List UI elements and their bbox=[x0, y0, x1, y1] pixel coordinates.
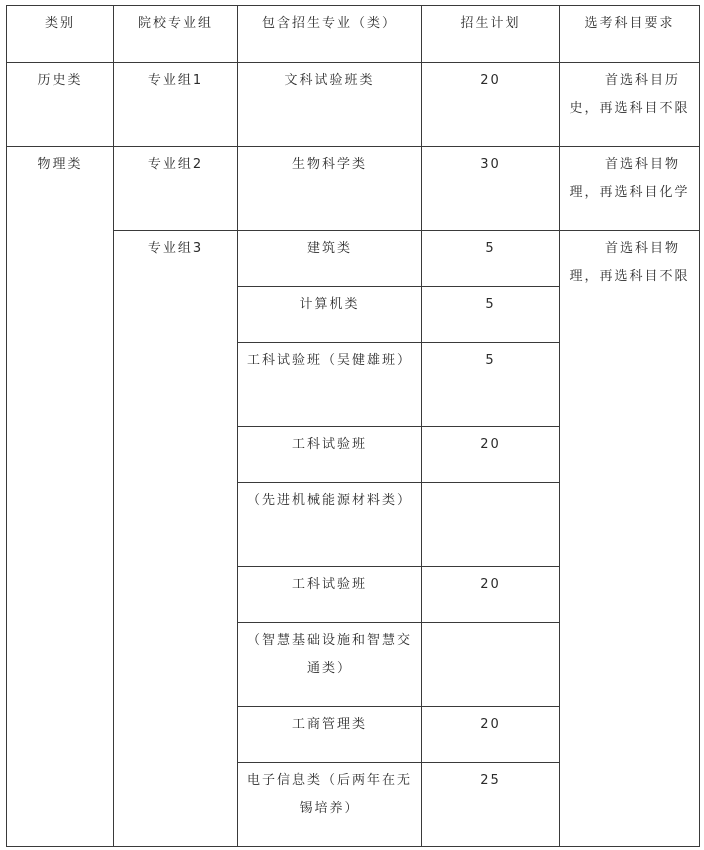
requirement-text: 首选科目物理，再选科目不限 bbox=[569, 241, 690, 284]
major-cell: （智慧基础设施和智慧交通类） bbox=[238, 623, 422, 707]
major-cell: 工科试验班（吴健雄班） bbox=[238, 343, 422, 427]
requirement-text: 首选科目历史，再选科目不限 bbox=[569, 73, 690, 116]
plan-cell bbox=[422, 483, 560, 567]
header-category: 类别 bbox=[7, 6, 114, 63]
group-cell: 专业组2 bbox=[114, 147, 238, 231]
major-cell: 计算机类 bbox=[238, 287, 422, 343]
major-cell: （先进机械能源材料类） bbox=[238, 483, 422, 567]
group-cell: 专业组3 bbox=[114, 231, 238, 847]
header-row bbox=[7, 6, 700, 63]
plan-cell: 5 bbox=[422, 343, 560, 427]
major-cell: 工科试验班 bbox=[238, 427, 422, 483]
plan-cell: 25 bbox=[422, 763, 560, 847]
requirement-cell bbox=[560, 147, 700, 231]
header-group: 院校专业组 bbox=[114, 6, 238, 63]
major-cell: 工科试验班 bbox=[238, 567, 422, 623]
header-majors: 包含招生专业（类） bbox=[238, 6, 422, 63]
requirement-cell bbox=[560, 231, 700, 847]
group-cell: 专业组1 bbox=[114, 63, 238, 147]
category-cell: 历史类 bbox=[7, 63, 114, 147]
major-cell: 文科试验班类 bbox=[238, 63, 422, 147]
plan-cell: 20 bbox=[422, 63, 560, 147]
requirement-cell bbox=[560, 63, 700, 147]
major-cell: 建筑类 bbox=[238, 231, 422, 287]
major-cell: 工商管理类 bbox=[238, 707, 422, 763]
plan-cell: 20 bbox=[422, 567, 560, 623]
header-subject-requirement: 选考科目要求 bbox=[560, 6, 700, 63]
plan-cell: 30 bbox=[422, 147, 560, 231]
plan-cell: 5 bbox=[422, 287, 560, 343]
requirement-text: 首选科目物理，再选科目化学 bbox=[569, 157, 690, 200]
category-cell: 物理类 bbox=[7, 147, 114, 847]
plan-cell bbox=[422, 623, 560, 707]
plan-cell: 5 bbox=[422, 231, 560, 287]
plan-cell: 20 bbox=[422, 427, 560, 483]
header-plan: 招生计划 bbox=[422, 6, 560, 63]
major-cell: 生物科学类 bbox=[238, 147, 422, 231]
major-cell: 电子信息类（后两年在无锡培养） bbox=[238, 763, 422, 847]
enrollment-plan-table bbox=[6, 5, 700, 847]
table-row bbox=[7, 147, 700, 231]
plan-cell: 20 bbox=[422, 707, 560, 763]
table-row bbox=[7, 63, 700, 147]
